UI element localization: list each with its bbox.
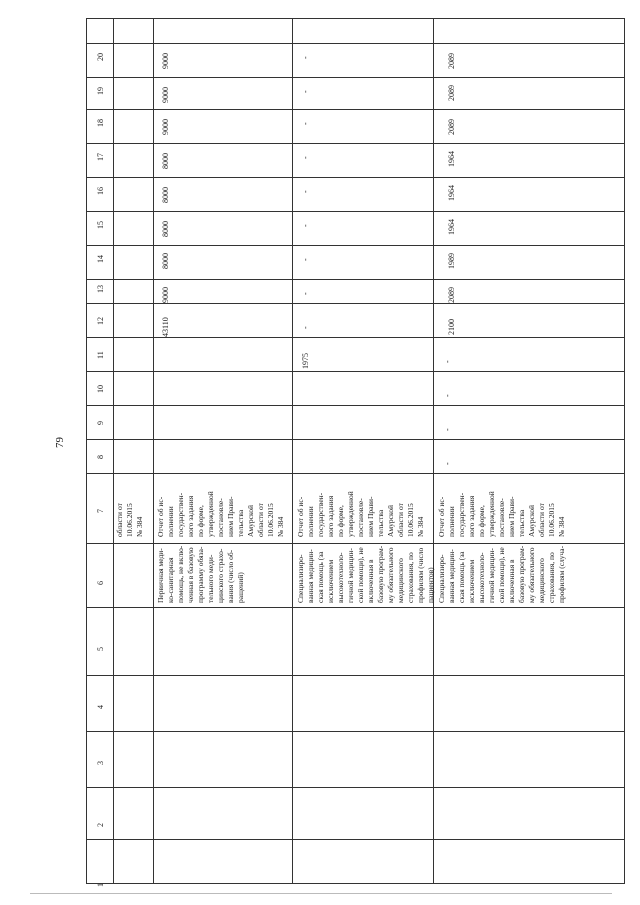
page-number: 79: [54, 437, 66, 448]
document-reference: Отчет об ис- полнении государствен- ного задания по форме, утвержденной постановле- нием Прави- тельства Амурской области от 10.06.2015 № 384: [156, 491, 285, 537]
value-cell: 9000: [161, 287, 170, 303]
value-cell: -: [443, 360, 452, 363]
table-line: [87, 211, 624, 212]
value-cell: 2089: [447, 287, 456, 303]
value-cell: -: [301, 156, 310, 159]
header-cell: 6: [96, 581, 105, 585]
table-line: [87, 675, 624, 676]
header-cell: 4: [96, 705, 105, 709]
table-line: [87, 607, 624, 608]
header-cell: 20: [96, 53, 105, 61]
table-line: [113, 19, 114, 883]
value-cell: 9000: [161, 53, 170, 69]
scan-edge-line: [30, 893, 612, 894]
value-cell: 1964: [447, 219, 456, 235]
table-line: [87, 839, 624, 840]
value-cell: -: [301, 122, 310, 125]
value-cell: 2089: [447, 85, 456, 101]
value-cell: 8000: [161, 153, 170, 169]
value-cell: -: [301, 326, 310, 329]
header-cell: 2: [96, 823, 105, 827]
value-cell: -: [301, 292, 310, 295]
table-line: [87, 439, 624, 440]
value-cell: -: [301, 190, 310, 193]
header-cell: 18: [96, 119, 105, 127]
table-line: [87, 143, 624, 144]
header-cell: 8: [96, 455, 105, 459]
value-cell: -: [301, 90, 310, 93]
table-line: [87, 543, 624, 544]
table-line: [87, 337, 624, 338]
header-cell: 7: [96, 509, 105, 513]
service-description: Специализиро- ванная медицин- ская помощь (за исключением высокотехноло- гичной медицин- ской помощи), не включенная в базовую програм- му обязательного медицинского страхования, по профилям (число пациентов): [296, 545, 435, 603]
header-cell: 13: [96, 285, 105, 293]
value-cell: 8000: [161, 221, 170, 237]
value-cell: 2089: [447, 119, 456, 135]
document-reference: Отчет об ис- полнении государствен- ного задания по форме, утвержденной постановле- нием Прави- тельства Амурской области от 10.06.2015 № 384: [296, 491, 425, 537]
header-cell: 10: [96, 385, 105, 393]
header-cell: 1: [96, 883, 105, 887]
value-cell: -: [443, 394, 452, 397]
header-cell: 17: [96, 153, 105, 161]
header-cell: 19: [96, 87, 105, 95]
table-line: [87, 109, 624, 110]
header-cell: 11: [96, 351, 105, 359]
table-line: [87, 43, 624, 44]
service-description: Специализиро- ванная медицин- ская помощь (за исключением высокотехноло- гичной медицин- ской помощи), не включенная в базовую програм- му обязательного медицинского страхования, по профилям (случа-: [437, 545, 566, 603]
header-cell: 9: [96, 421, 105, 425]
value-cell: 1975: [301, 353, 310, 369]
value-cell: 9000: [161, 87, 170, 103]
table-line: [87, 473, 624, 474]
value-cell: -: [301, 56, 310, 59]
table-line: [433, 19, 434, 883]
value-cell: 2089: [447, 53, 456, 69]
value-cell: 1964: [447, 185, 456, 201]
value-cell: -: [301, 224, 310, 227]
value-cell: 8000: [161, 253, 170, 269]
value-cell: -: [301, 258, 310, 261]
header-cell: 5: [96, 647, 105, 651]
document-reference: Отчет об ис- полнении государствен- ного задания по форме, утвержденной постановле- нием Прави- тельства Амурской области от 10.06.2015 № 384: [437, 491, 566, 537]
value-cell: 1989: [447, 253, 456, 269]
value-cell: 1964: [447, 151, 456, 167]
table-line: [87, 177, 624, 178]
table-line: [87, 405, 624, 406]
value-cell: 2100: [447, 319, 456, 335]
table-line: [87, 371, 624, 372]
header-cell: 15: [96, 221, 105, 229]
header-cell: 12: [96, 317, 105, 325]
header-cell: 16: [96, 187, 105, 195]
value-cell: 43110: [161, 317, 170, 337]
table-line: [87, 787, 624, 788]
value-cell: 9000: [161, 119, 170, 135]
table-line: [87, 279, 624, 280]
value-cell: -: [443, 428, 452, 431]
document-reference: области от 10.06.2015 № 384: [115, 503, 144, 537]
header-cell: 14: [96, 255, 105, 263]
table-line: [87, 245, 624, 246]
value-cell: 8000: [161, 187, 170, 203]
data-table: [86, 18, 625, 887]
table-line: [87, 303, 624, 304]
value-cell: -: [443, 462, 452, 465]
service-description: Первичная меди- ко-санитарная помощь, не вклю- ченная в базовую программу обяза- тельного меди- цинского страхо- вания (число об- ращений): [156, 545, 245, 603]
header-cell: 3: [96, 761, 105, 765]
table-line: [153, 19, 154, 883]
table-line: [87, 731, 624, 732]
table-line: [292, 19, 293, 883]
table-line: [87, 77, 624, 78]
